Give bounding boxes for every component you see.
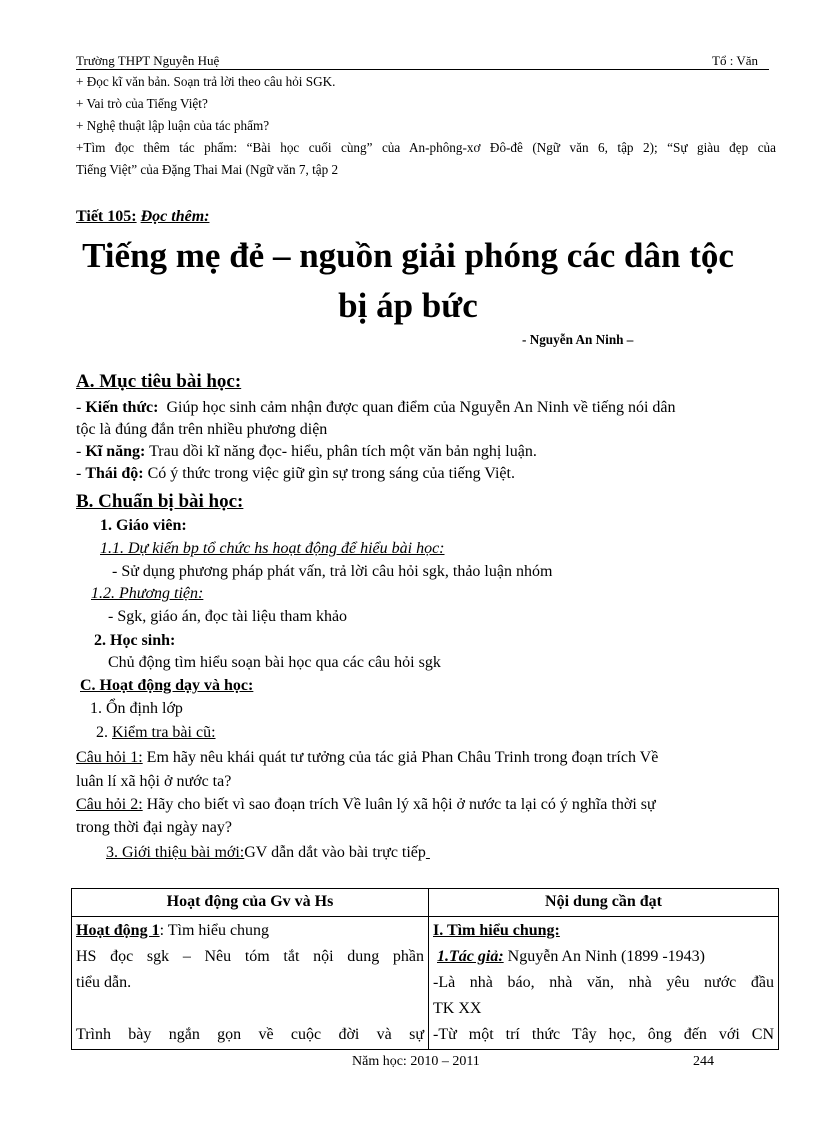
content-heading: I. Tìm hiểu chung: — [433, 922, 560, 939]
question-2-line2: trong thời đại ngày nay? — [76, 819, 232, 836]
page-title-line2: bị áp bức — [338, 286, 478, 325]
step-2: 2. Kiểm tra bài cũ: — [96, 724, 216, 741]
step-1: 1. Ổn định lớp — [90, 700, 183, 717]
activity-table — [71, 888, 779, 1050]
prep-item: + Đọc kĩ văn bản. Soạn trả lời theo câu hỏi SGK. — [76, 74, 336, 89]
activity-line: Trình bày ngắn gọn về cuộc đời và sự — [76, 1026, 424, 1043]
prep-item: + Nghệ thuật lập luận của tác phẩm? — [76, 118, 270, 133]
attitude-line: - Thái độ: Có ý thức trong việc giữ gìn sự trong sáng của tiếng Việt. — [76, 465, 515, 482]
teacher-heading: 1. Giáo viên: — [100, 517, 187, 534]
question-1: Câu hỏi 1: Em hãy nêu khái quát tư tưởng của tác giả Phan Châu Trinh trong đoạn trích Về — [76, 749, 659, 766]
table-header-row — [72, 889, 779, 917]
prep-item: Tiếng Việt” của Đặng Thai Mai (Ngữ văn 7, tập 2 — [76, 162, 339, 177]
lesson-period: Tiết 105: — [76, 208, 137, 225]
group-name: Tổ : Văn — [712, 53, 758, 68]
question-2: Câu hỏi 2: Hãy cho biết vì sao đoạn trích Về luân lý xã hội ở nước ta lại có ý nghĩa thời sự — [76, 796, 656, 813]
student-text: Chủ động tìm hiểu soạn bài học qua các câu hỏi sgk — [108, 654, 441, 671]
teacher-1-1-text: - Sử dụng phương pháp phát vấn, trả lời câu hỏi sgk, thảo luận nhóm — [112, 563, 553, 580]
header-rule — [76, 69, 769, 70]
teacher-1-2-text: - Sgk, giáo án, đọc tài liệu tham khảo — [108, 608, 348, 625]
activity-line: HS đọc sgk – Nêu tóm tắt nội dung phần — [76, 948, 424, 965]
section-b-heading: B. Chuẩn bị bài học: — [76, 491, 244, 512]
activity-line: Hoạt động 1: Tìm hiểu chung — [76, 922, 270, 939]
activity-line: tiểu dẫn. — [76, 974, 132, 991]
content-line: -Từ một trí thức Tây học, ông đến với CN — [433, 1026, 774, 1043]
knowledge-line2: tộc là đúng đắn trên nhiều phương diện — [76, 421, 328, 438]
teacher-1-2: 1.2. Phương tiện: — [91, 585, 204, 602]
prep-item: + Vai trò của Tiếng Việt? — [76, 96, 208, 111]
lesson-type: Đọc thêm: — [140, 208, 210, 225]
school-name: Trường THPT Nguyễn Huệ — [76, 53, 220, 68]
content-cell — [429, 917, 779, 1050]
col-header-content: Nội dung cần đạt — [429, 889, 779, 917]
content-line: 1.Tác giả: Nguyễn An Ninh (1899 -1943) — [437, 948, 705, 965]
page-number: 244 — [693, 1054, 714, 1069]
content-line: -Là nhà báo, nhà văn, nhà yêu nước đầu — [433, 974, 774, 991]
page-title-line1: Tiếng mẹ đẻ – nguồn giải phóng các dân tộc — [82, 236, 734, 275]
lesson-label — [76, 208, 209, 226]
activities-cell — [72, 917, 429, 1050]
skill-line: - Kĩ năng: Trau dồi kĩ năng đọc- hiểu, phân tích một văn bản nghị luận. — [76, 443, 537, 460]
content-line: TK XX — [433, 1000, 482, 1017]
footer-year: Năm học: 2010 – 2011 — [352, 1054, 480, 1069]
section-c-heading: C. Hoạt động dạy và học: — [80, 677, 254, 694]
knowledge-line: - Kiến thức: Giúp học sinh cảm nhận được quan điểm của Nguyễn An Ninh về tiếng nói dân — [76, 399, 676, 416]
author: - Nguyễn An Ninh – — [522, 332, 634, 347]
step-3: 3. Giới thiệu bài mới:GV dẫn dắt vào bài trực tiếp — [106, 844, 426, 861]
student-heading: 2. Học sinh: — [94, 632, 176, 649]
question-1-line2: luân lí xã hội ở nước ta? — [76, 773, 232, 790]
teacher-1-1: 1.1. Dự kiến bp tổ chức hs hoạt động để hiểu bài học: — [100, 540, 445, 557]
table-row — [72, 917, 779, 1050]
col-header-activities: Hoạt động của Gv và Hs — [72, 889, 429, 917]
prep-item: +Tìm đọc thêm tác phẩm: “Bài học cuối cùng” của An-phông-xơ Đô-đê (Ngữ văn 6, tập 2); “Sự giàu đẹp của — [76, 140, 776, 155]
section-a-heading: A. Mục tiêu bài học: — [76, 371, 242, 392]
